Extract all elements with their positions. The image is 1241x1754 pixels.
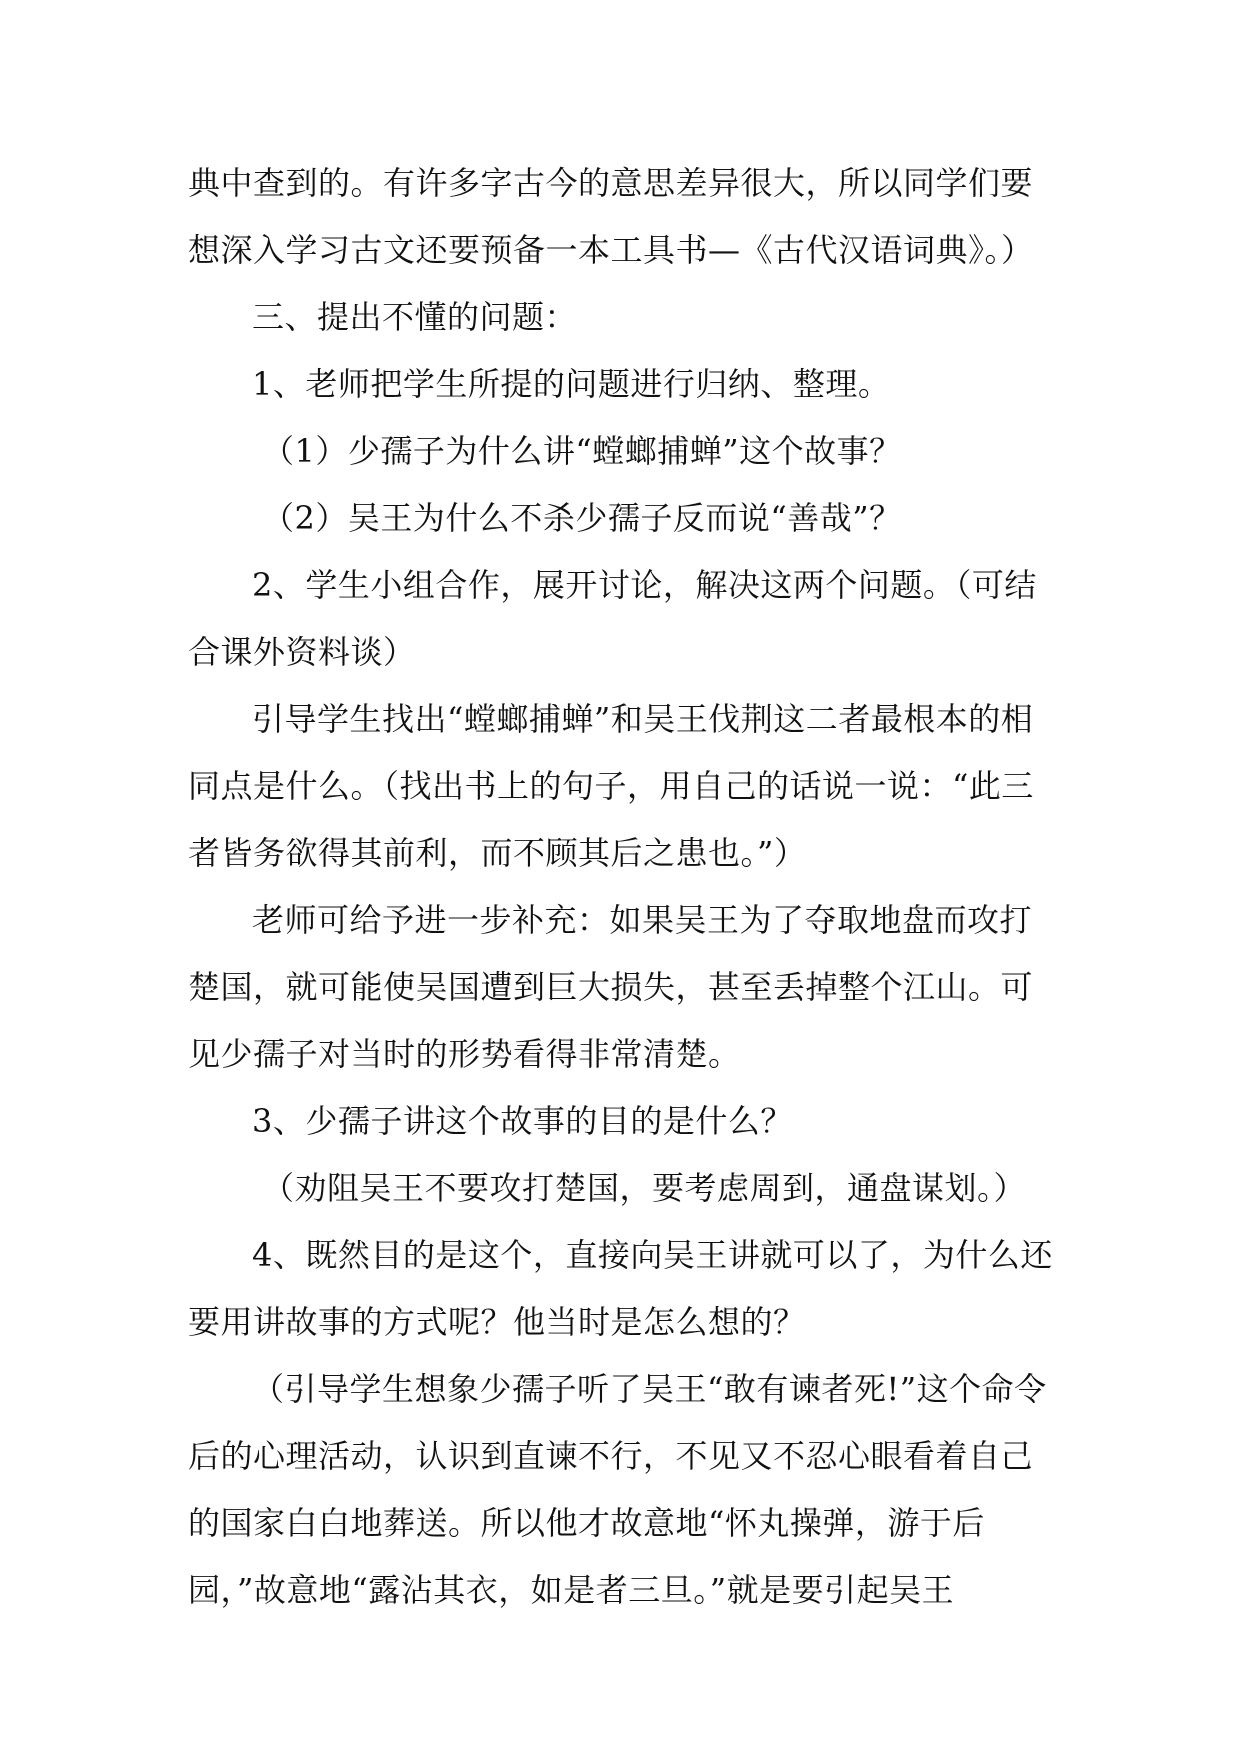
document-page bbox=[188, 150, 1058, 1624]
paragraph-step-4: 4、既然目的是这个，直接向吴王讲就可以了，为什么还要用讲故事的方式呢？他当时是怎么想的？ bbox=[188, 1236, 1053, 1341]
paragraph-step-1: 1、老师把学生所提的问题进行归纳、整理。 bbox=[252, 365, 891, 403]
section-heading-questions: 三、提出不懂的问题： bbox=[252, 298, 578, 336]
paragraph-question-2: （2）吴王为什么不杀少孺子反而说“善哉”？ bbox=[262, 499, 902, 537]
paragraph-question-1: （1）少孺子为什么讲“螳螂捕蝉”这个故事？ bbox=[262, 432, 902, 470]
paragraph-guide-imagine: （引导学生想象少孺子听了吴王“敢有谏者死!”这个命令后的心理活动，认识到直谏不行，不见又不忍心眼看着自己的国家白白地葬送。所以他才故意地“怀丸操弹，游于后园，”故意地“露沾其衣，如是者三旦。”就是要引起吴王 bbox=[188, 1370, 1047, 1609]
paragraph-answer-3: （劝阻吴王不要攻打楚国，要考虑周到，通盘谋划。） bbox=[262, 1169, 1027, 1207]
paragraph-step-2: 2、学生小组合作，展开讨论，解决这两个问题。（可结合课外资料谈） bbox=[188, 566, 1037, 671]
paragraph-step-3: 3、少孺子讲这个故事的目的是什么？ bbox=[252, 1102, 793, 1140]
paragraph-dictionary-note: 典中查到的。有许多字古今的意思差异很大，所以同学们要想深入学习古文还要预备一本工具书—《古代汉语词典》。） bbox=[188, 164, 1034, 269]
paragraph-teacher-supplement: 老师可给予进一步补充：如果吴王为了夺取地盘而攻打楚国，就可能使吴国遭到巨大损失，甚至丢掉整个江山。可见少孺子对当时的形势看得非常清楚。 bbox=[188, 901, 1034, 1073]
paragraph-guide-compare: 引导学生找出“螳螂捕蝉”和吴王伐荆这二者最根本的相同点是什么。（找出书上的句子，用自己的话说一说：“此三者皆务欲得其前利，而不顾其后之患也。”） bbox=[188, 700, 1034, 872]
